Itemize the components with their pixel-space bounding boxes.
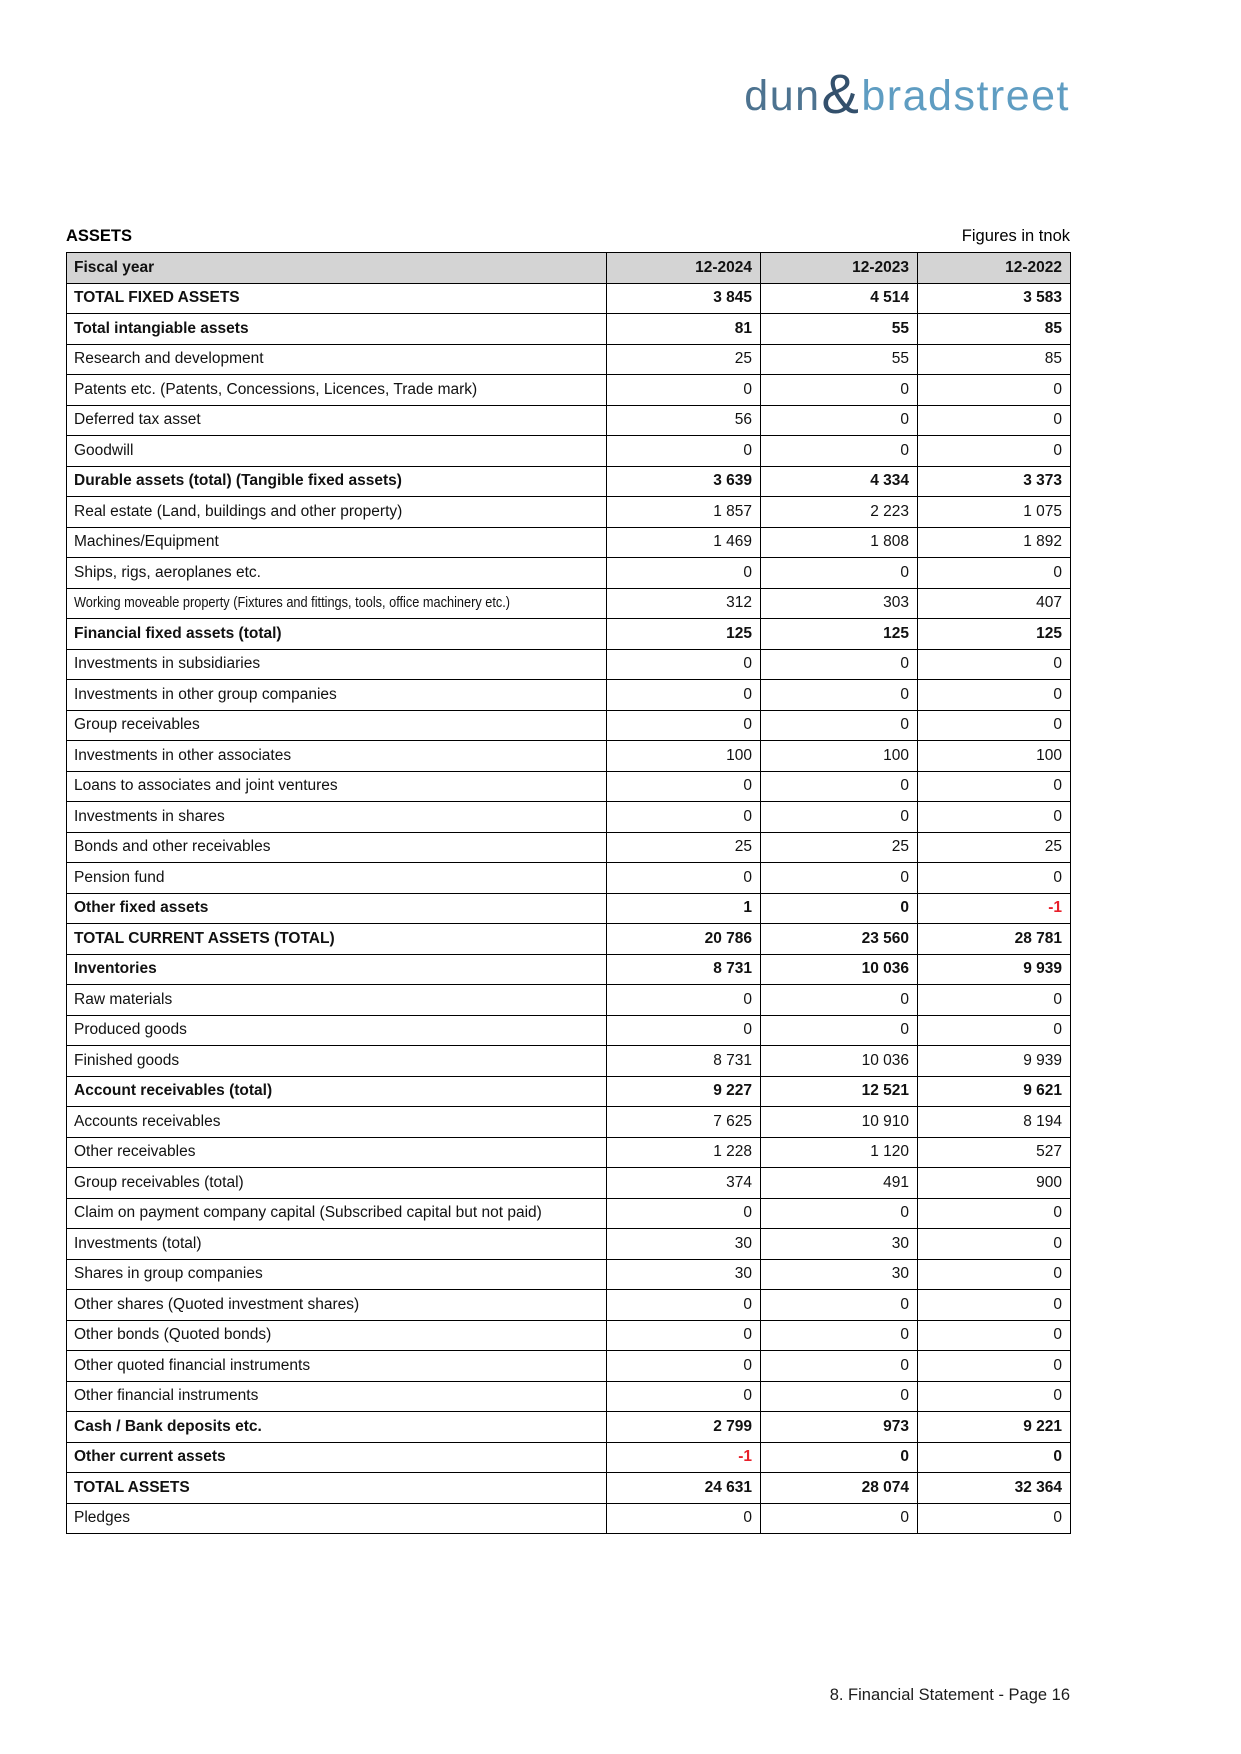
table-row xyxy=(67,375,1071,406)
row-value: 125 xyxy=(918,619,1071,650)
row-value: 1 469 xyxy=(607,527,761,558)
table-row xyxy=(67,436,1071,467)
row-label: Cash / Bank deposits etc. xyxy=(67,1412,607,1443)
row-label: Loans to associates and joint ventures xyxy=(67,771,607,802)
table-row xyxy=(67,1412,1071,1443)
row-label: Patents etc. (Patents, Concessions, Licences, Trade mark) xyxy=(67,375,607,406)
row-value: 1 075 xyxy=(918,497,1071,528)
row-value: 30 xyxy=(607,1259,761,1290)
table-row xyxy=(67,985,1071,1016)
row-value: 100 xyxy=(918,741,1071,772)
row-value: 374 xyxy=(607,1168,761,1199)
row-value: 0 xyxy=(918,558,1071,589)
table-row xyxy=(67,527,1071,558)
row-value: 28 074 xyxy=(761,1473,918,1504)
table-row xyxy=(67,1229,1071,1260)
table-row xyxy=(67,466,1071,497)
column-header-fiscal-year: Fiscal year xyxy=(67,253,607,284)
row-value: 8 194 xyxy=(918,1107,1071,1138)
page-footer: 8. Financial Statement - Page 16 xyxy=(829,1686,1070,1704)
row-value: 4 334 xyxy=(761,466,918,497)
row-label: Machines/Equipment xyxy=(67,527,607,558)
row-value: 0 xyxy=(761,1198,918,1229)
row-label: Deferred tax asset xyxy=(67,405,607,436)
row-value: 9 939 xyxy=(918,954,1071,985)
row-value: 25 xyxy=(761,832,918,863)
row-label: Raw materials xyxy=(67,985,607,1016)
section-title: ASSETS xyxy=(66,227,133,245)
row-value: 900 xyxy=(918,1168,1071,1199)
table-row xyxy=(67,1503,1071,1534)
table-row xyxy=(67,954,1071,985)
logo-ampersand-icon: & xyxy=(821,62,861,125)
row-label: Inventories xyxy=(67,954,607,985)
row-value: 0 xyxy=(918,1198,1071,1229)
row-label: Other financial instruments xyxy=(67,1381,607,1412)
row-value: 0 xyxy=(918,710,1071,741)
column-header-12-2022: 12-2022 xyxy=(918,253,1071,284)
row-value: 10 910 xyxy=(761,1107,918,1138)
row-label: Shares in group companies xyxy=(67,1259,607,1290)
row-value: 0 xyxy=(918,680,1071,711)
row-value: 100 xyxy=(607,741,761,772)
row-value: 0 xyxy=(607,710,761,741)
row-value: 9 221 xyxy=(918,1412,1071,1443)
row-label: Other fixed assets xyxy=(67,893,607,924)
table-row xyxy=(67,1473,1071,1504)
row-value: 23 560 xyxy=(761,924,918,955)
row-value: 3 845 xyxy=(607,283,761,314)
row-value: 0 xyxy=(607,1290,761,1321)
table-row xyxy=(67,283,1071,314)
table-row xyxy=(67,1107,1071,1138)
row-value: 30 xyxy=(761,1229,918,1260)
row-value: 0 xyxy=(607,1198,761,1229)
row-value: 0 xyxy=(918,375,1071,406)
row-value: 0 xyxy=(607,1320,761,1351)
row-value: 55 xyxy=(761,344,918,375)
row-value: 1 808 xyxy=(761,527,918,558)
row-value: 8 731 xyxy=(607,1046,761,1077)
row-label: Real estate (Land, buildings and other property) xyxy=(67,497,607,528)
row-value: 24 631 xyxy=(607,1473,761,1504)
row-value: 0 xyxy=(918,802,1071,833)
row-value: 81 xyxy=(607,314,761,345)
row-label: Group receivables (total) xyxy=(67,1168,607,1199)
row-value: 12 521 xyxy=(761,1076,918,1107)
row-value: 125 xyxy=(761,619,918,650)
row-value: 9 621 xyxy=(918,1076,1071,1107)
table-row xyxy=(67,741,1071,772)
row-value: 56 xyxy=(607,405,761,436)
table-row xyxy=(67,314,1071,345)
row-label: Produced goods xyxy=(67,1015,607,1046)
row-value: 0 xyxy=(761,680,918,711)
row-value: 3 639 xyxy=(607,466,761,497)
row-value: 973 xyxy=(761,1412,918,1443)
row-value: 0 xyxy=(918,1320,1071,1351)
row-value: 0 xyxy=(918,863,1071,894)
table-row xyxy=(67,344,1071,375)
row-label: Investments in shares xyxy=(67,802,607,833)
row-value: 0 xyxy=(607,680,761,711)
row-label: Other receivables xyxy=(67,1137,607,1168)
table-row xyxy=(67,649,1071,680)
row-value: 10 036 xyxy=(761,954,918,985)
row-value: 8 731 xyxy=(607,954,761,985)
row-value: 85 xyxy=(918,314,1071,345)
logo-text-dun: dun xyxy=(744,72,821,120)
row-value: 10 036 xyxy=(761,1046,918,1077)
row-label: Account receivables (total) xyxy=(67,1076,607,1107)
row-label: Finished goods xyxy=(67,1046,607,1077)
row-value: 25 xyxy=(918,832,1071,863)
row-value: 0 xyxy=(761,649,918,680)
table-row xyxy=(67,1351,1071,1382)
row-value: 0 xyxy=(761,893,918,924)
row-label: Financial fixed assets (total) xyxy=(67,619,607,650)
row-value: 1 892 xyxy=(918,527,1071,558)
table-row xyxy=(67,497,1071,528)
table-row xyxy=(67,619,1071,650)
row-label: Ships, rigs, aeroplanes etc. xyxy=(67,558,607,589)
table-row xyxy=(67,588,1071,619)
row-value: 0 xyxy=(761,375,918,406)
row-value: 0 xyxy=(761,1320,918,1351)
table-header-row xyxy=(67,253,1071,284)
table-row xyxy=(67,710,1071,741)
row-value: 0 xyxy=(607,771,761,802)
assets-table xyxy=(66,252,1071,1534)
table-row xyxy=(67,1076,1071,1107)
row-value: 1 857 xyxy=(607,497,761,528)
row-value: 303 xyxy=(761,588,918,619)
row-value: 0 xyxy=(918,1259,1071,1290)
row-value: 32 364 xyxy=(918,1473,1071,1504)
row-label: Investments (total) xyxy=(67,1229,607,1260)
row-value: 0 xyxy=(918,1229,1071,1260)
table-row xyxy=(67,771,1071,802)
row-label: Claim on payment company capital (Subscribed capital but not paid) xyxy=(67,1198,607,1229)
row-value: 30 xyxy=(761,1259,918,1290)
table-row xyxy=(67,802,1071,833)
row-value: 0 xyxy=(918,1503,1071,1534)
row-value: 0 xyxy=(761,863,918,894)
row-label: Investments in subsidiaries xyxy=(67,649,607,680)
row-value: 0 xyxy=(761,1503,918,1534)
row-value: 0 xyxy=(607,1015,761,1046)
row-value: 0 xyxy=(607,558,761,589)
row-value: 7 625 xyxy=(607,1107,761,1138)
row-value: 0 xyxy=(607,436,761,467)
row-value: 0 xyxy=(607,1351,761,1382)
table-row xyxy=(67,1168,1071,1199)
row-label: Other shares (Quoted investment shares) xyxy=(67,1290,607,1321)
row-value: 312 xyxy=(607,588,761,619)
row-value: 25 xyxy=(607,832,761,863)
table-title-line xyxy=(66,227,1070,246)
row-label: Goodwill xyxy=(67,436,607,467)
table-row xyxy=(67,1015,1071,1046)
row-value: 1 120 xyxy=(761,1137,918,1168)
table-row xyxy=(67,1442,1071,1473)
row-value: 85 xyxy=(918,344,1071,375)
row-value: 0 xyxy=(761,771,918,802)
table-row xyxy=(67,405,1071,436)
row-label: Accounts receivables xyxy=(67,1107,607,1138)
column-header-12-2024: 12-2024 xyxy=(607,253,761,284)
row-value: 0 xyxy=(761,710,918,741)
row-label: Investments in other associates xyxy=(67,741,607,772)
row-label: TOTAL FIXED ASSETS xyxy=(67,283,607,314)
unit-note: Figures in tnok xyxy=(961,227,1070,245)
table-row xyxy=(67,1198,1071,1229)
row-value: 25 xyxy=(607,344,761,375)
row-value: 0 xyxy=(761,405,918,436)
row-value: 125 xyxy=(607,619,761,650)
row-value: 0 xyxy=(761,1442,918,1473)
row-value: 100 xyxy=(761,741,918,772)
table-row xyxy=(67,863,1071,894)
row-label: Durable assets (total) (Tangible fixed assets) xyxy=(67,466,607,497)
row-value: 0 xyxy=(761,985,918,1016)
table-row xyxy=(67,1320,1071,1351)
row-value: 30 xyxy=(607,1229,761,1260)
row-value: 0 xyxy=(761,1290,918,1321)
row-value: 0 xyxy=(607,985,761,1016)
row-value: 2 223 xyxy=(761,497,918,528)
row-value: -1 xyxy=(607,1442,761,1473)
table-row xyxy=(67,1259,1071,1290)
row-value: 9 227 xyxy=(607,1076,761,1107)
table-row xyxy=(67,1046,1071,1077)
row-value: 0 xyxy=(918,1351,1071,1382)
row-value: 0 xyxy=(607,649,761,680)
row-value: 0 xyxy=(761,1015,918,1046)
row-label: Investments in other group companies xyxy=(67,680,607,711)
row-label: Bonds and other receivables xyxy=(67,832,607,863)
row-value: 0 xyxy=(918,1015,1071,1046)
row-value: 55 xyxy=(761,314,918,345)
row-value: 0 xyxy=(607,863,761,894)
table-row xyxy=(67,1137,1071,1168)
row-value: 4 514 xyxy=(761,283,918,314)
row-value: 0 xyxy=(607,1503,761,1534)
row-value: 0 xyxy=(607,802,761,833)
column-header-12-2023: 12-2023 xyxy=(761,253,918,284)
row-value: 0 xyxy=(918,985,1071,1016)
row-value: 1 xyxy=(607,893,761,924)
table-row xyxy=(67,832,1071,863)
row-value: 0 xyxy=(761,1351,918,1382)
row-value: 0 xyxy=(918,1381,1071,1412)
row-value: 0 xyxy=(761,436,918,467)
row-value: 491 xyxy=(761,1168,918,1199)
row-value: 0 xyxy=(607,1381,761,1412)
row-value: 0 xyxy=(761,558,918,589)
row-value: 0 xyxy=(761,802,918,833)
row-value: 0 xyxy=(607,375,761,406)
row-label: Research and development xyxy=(67,344,607,375)
row-value: 0 xyxy=(918,1442,1071,1473)
row-value: 2 799 xyxy=(607,1412,761,1443)
row-label: Other quoted financial instruments xyxy=(67,1351,607,1382)
row-value: 0 xyxy=(918,649,1071,680)
row-label: Other bonds (Quoted bonds) xyxy=(67,1320,607,1351)
row-label: Pension fund xyxy=(67,863,607,894)
row-value: 20 786 xyxy=(607,924,761,955)
row-label: TOTAL CURRENT ASSETS (TOTAL) xyxy=(67,924,607,955)
table-row xyxy=(67,558,1071,589)
row-value: -1 xyxy=(918,893,1071,924)
row-label: TOTAL ASSETS xyxy=(67,1473,607,1504)
row-value: 3 583 xyxy=(918,283,1071,314)
row-value: 407 xyxy=(918,588,1071,619)
row-value: 527 xyxy=(918,1137,1071,1168)
row-value: 0 xyxy=(918,436,1071,467)
table-row xyxy=(67,680,1071,711)
row-value: 3 373 xyxy=(918,466,1071,497)
row-value: 9 939 xyxy=(918,1046,1071,1077)
row-label: Pledges xyxy=(67,1503,607,1534)
table-row xyxy=(67,1290,1071,1321)
row-value: 0 xyxy=(918,771,1071,802)
row-label: Total intangiable assets xyxy=(67,314,607,345)
table-row xyxy=(67,924,1071,955)
table-row xyxy=(67,893,1071,924)
logo-text-bradstreet: bradstreet xyxy=(861,72,1070,120)
dun-bradstreet-logo xyxy=(744,58,1070,123)
row-label: Other current assets xyxy=(67,1442,607,1473)
row-label: Working moveable property (Fixtures and fittings, tools, office machinery etc.) xyxy=(67,588,607,619)
row-value: 28 781 xyxy=(918,924,1071,955)
row-value: 1 228 xyxy=(607,1137,761,1168)
row-value: 0 xyxy=(761,1381,918,1412)
row-label: Group receivables xyxy=(67,710,607,741)
row-value: 0 xyxy=(918,405,1071,436)
row-value: 0 xyxy=(918,1290,1071,1321)
table-row xyxy=(67,1381,1071,1412)
